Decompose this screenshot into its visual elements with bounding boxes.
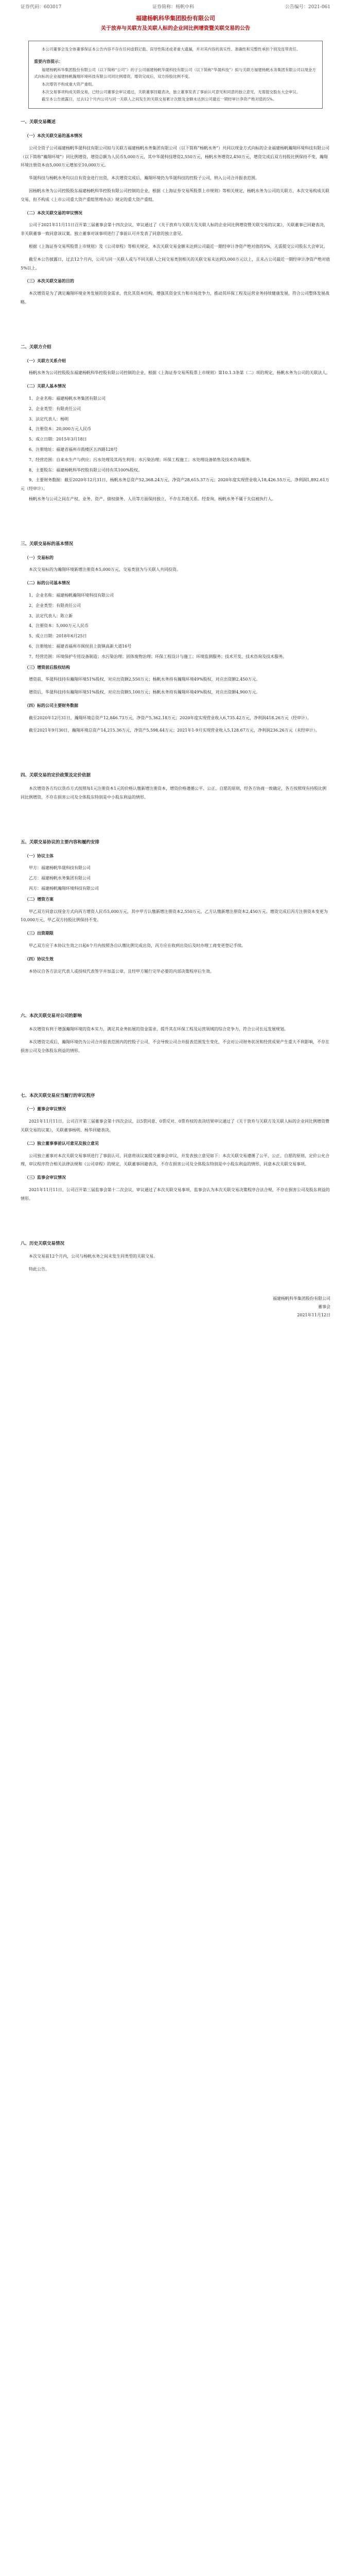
- subsection-heading: （一）关联方关系介绍: [25, 358, 66, 363]
- subsection-heading: （二）本次关联交易的审议情况: [25, 210, 82, 215]
- paragraph: 截至本公告披露日，过去12个月内，公司与同一关联人或与不同关联人之间交易类别相关的关联交易未达到3,000万元以上，且未占公司最近一期经审计净资产绝对值5%以上。: [21, 257, 330, 270]
- paragraph: 本次增资各方均以货币方式按照每1元注册资本1元的价格认缴新增注册资本，增资价格遵循公平、公正、自愿的原则，经各方协商一致确定，各方按照现有持股比例同比例增资，不存在损害公司及全体股东特别是中小股东利益的情形。: [21, 786, 327, 800]
- list-item: 6、注册地址：福建省福州市闽侯县上街镇高新大道16号: [29, 643, 132, 649]
- paragraph: 2021年11月11日，公司召开第三届董事会第十四次会议，以5票同意、0票反对、0票弃权的表决结果审议通过了《关于放弃与关联方及关联人标的企业同比例增资暨关联交易的议案》，关联董事杨明、杨华回避表决。: [21, 1119, 329, 1132]
- subsection-heading: （一）协议主体: [25, 853, 54, 858]
- list-item: 7、经营范围：自来水生产与供应；污水处理及其再生利用；水污染治理；环保工程施工；水处理设备销售及技术咨询服务。: [29, 457, 254, 462]
- paragraph: 根据《上海证券交易所股票上市规则》及《公司章程》等相关规定，本次关联交易金额未达到公司最近一期经审计净资产绝对值的5%，无需提交公司股东大会审议。: [29, 244, 328, 249]
- list-item: 甲方：福建杨帆华晟科技有限公司: [29, 866, 91, 871]
- subsection-heading: （二）标的公司基本情况: [25, 580, 70, 586]
- section: [21, 1012, 330, 1055]
- signature-company: 福建杨帆科华集团股份有限公司: [273, 1296, 330, 1301]
- list-item: 3、法定代表人：杨明: [29, 416, 69, 421]
- list-item: 1、企业名称：福建杨帆水务集团有限公司: [29, 396, 106, 401]
- subsection-heading: （三）出资期限: [25, 930, 54, 936]
- subsection-heading: （四）标的公司主要财务数据: [25, 702, 78, 708]
- section-heading: 七、本次关联交易应当履行的审议程序: [21, 1093, 95, 1098]
- section: [21, 1240, 330, 1262]
- paragraph: 增资前，华晟科技持有瀚翔环境51%股权，对应出资额2,550万元；杨帆水务持有瀚翔环境49%股权，对应出资额2,450万元。: [29, 677, 260, 682]
- paragraph: 本次交易标的为瀚翔环境新增注册资本5,000万元，交易类别为与关联人共同投资。: [29, 567, 181, 572]
- section-heading: 八、历史关联交易情况: [21, 1241, 65, 1246]
- disclaimer-text: 本公司董事会及全体董事保证本公告内容不存在任何虚假记载、误导性陈述或者重大遗漏，并对其内容的真实性、准确性和完整性承担个别及连带责任。: [42, 47, 301, 52]
- section-heading: 三、关联交易标的基本情况: [21, 541, 74, 547]
- paragraph: 本次增资有利于增强瀚翔环境的资本实力，满足其业务拓展的资金需求，提升其在环保工程及运营领域的综合竞争力，符合公司长远发展规划。: [29, 1027, 288, 1032]
- list-item: 4、注册资本：20,000万元人民币: [29, 427, 92, 432]
- disclaimer-box: [28, 41, 323, 109]
- stock-abbr: 证券简称：杨帆中科: [152, 5, 195, 10]
- list-item: 6、注册地址：福建省福州市鼓楼区五四路128号: [29, 447, 118, 452]
- announcement-title: 关于放弃与关联方及关联人标的企业同比例增资暨关联交易的公告: [101, 26, 250, 31]
- header-bar: [21, 0, 330, 10]
- section: [21, 343, 330, 504]
- section: [21, 540, 330, 736]
- announcement-number: 公告编号：2021-061: [285, 5, 330, 10]
- subsection-heading: （四）协议生效: [25, 956, 54, 961]
- paragraph: 本次交易前12个月内，公司与杨帆水务之间未发生同类型的关联交易。: [29, 1254, 158, 1259]
- paragraph: 本次增资完成后，瀚翔环境仍为公司合并报表范围内的控股子公司，不会导致公司合并报表范围发生变化，不会对公司财务状况和经营成果产生重大不利影响，不存在损害公司及全体股东利益的情形。: [21, 1039, 329, 1053]
- paragraph: 甲乙双方同意以现金方式向丙方增资人民币5,000万元，其中甲方认缴新增注册资本2,550万元，乙方认缴新增注册资本2,450万元。增资完成后丙方注册资本变更为10,000万元，甲乙双方持股比例保持不变。: [21, 909, 328, 923]
- important-title: 重要内容提示：: [34, 58, 63, 64]
- section: [21, 771, 330, 802]
- list-item: 9、主要财务数据：截至2020年12月31日，杨帆水务总资产52,368.24万元，净资产28,615.37万元；2020年度实现营业收入18,426.55万元，净利润1,892.61万元（经审计）。: [21, 478, 329, 492]
- list-item: 2、企业类型：有限责任公司: [29, 406, 81, 411]
- section-heading: 一、关联交易概述: [21, 120, 56, 125]
- subsection-heading: （三）监事会审议情况: [25, 1175, 66, 1180]
- list-item: 2、企业类型：有限责任公司: [29, 603, 81, 608]
- paragraph: 公司全资子公司福建杨帆华晟科技有限公司拟与关联方福建杨帆水务集团有限公司（以下简称“杨帆水务”）共同以现金方式向标的企业福建杨帆瀚翔环境科技有限公司（以下简称“瀚翔环境”）同比例增资，增资总额为人民币5,000万元，其中华晟科技增资2,550万元，杨帆水务增资2,450万元，增资完成后双方持股比例保持不变，瀚翔环境注册资本由5,000万元增加至10,000万元。: [21, 145, 330, 168]
- signature-block: [21, 1295, 330, 1319]
- list-item: 3、法定代表人：陈立新: [29, 613, 73, 618]
- announcement-body: [21, 118, 330, 1261]
- subsection-heading: （三）增资前后股权结构: [25, 664, 70, 670]
- closing-text: 特此公告。: [29, 1267, 49, 1272]
- list-item: 丙方：福建杨帆瀚翔环境科技有限公司: [29, 886, 99, 891]
- closing-block: [21, 1265, 330, 1274]
- list-item: 乙方：福建杨帆水务集团有限公司: [29, 876, 91, 881]
- important-item: 福建杨帆科华集团股份有限公司（以下简称“公司”）的子公司福建杨帆华晟科技有限公司（以下简称“华晟科技”）拟与关联方福建杨帆水务集团有限公司以现金方式向标的企业福建杨帆瀚翔环境科技有限公司同比例增资，增资完成后，双方持股比例不变。: [34, 67, 316, 79]
- subsection-heading: （二）独立董事事前认可意见及独立意见: [25, 1140, 99, 1146]
- section: [21, 1092, 330, 1204]
- paragraph: 华晟科技与杨帆水务均以自有资金进行出资，本次增资完成后，瀚翔环境仍为华晟科技的控股子公司，纳入公司合并报表范围。: [29, 176, 259, 181]
- paragraph: 公司于2021年11月11日召开第三届董事会第十四次会议，审议通过了《关于放弃与关联方及关联人标的企业同比例增资暨关联交易的议案》，关联董事已回避表决，非关联董事一致同意该议案。独立董事对该事项进行了事前认可并发表了同意的独立意见。: [21, 223, 328, 236]
- subsection-heading: （一）交易标的: [25, 554, 54, 560]
- list-item: 5、成立日期：2015年3月18日: [29, 437, 87, 442]
- signature-board: 董事会: [318, 1304, 330, 1310]
- subsection-heading: （一）董事会审议情况: [25, 1106, 66, 1112]
- company-name: 福建杨帆科华集团股份有限公司: [136, 15, 215, 22]
- section-heading: 五、关联交易协议的主要内容和履约安排: [21, 839, 100, 845]
- important-item: 本次交易事项构成关联交易，已经公司董事会审议通过，关联董事回避表决，独立董事发表了事前认可意见和同意的独立意见，无需提交股东大会审议。: [42, 89, 301, 94]
- section-heading: 六、本次关联交易对公司的影响: [21, 1013, 82, 1019]
- paragraph: 公司独立董事对本次关联交易事项进行了事前认可，同意将该议案提交董事会审议，并发表独立意见如下：本次关联交易遵循了公平、公正、自愿的原则，定价公允合理，审议程序符合相关法律法规和《公司章程》的规定，关联董事回避表决，不存在损害公司及全体股东特别是中小股东利益的情形，同意本次关联交易事项。: [21, 1153, 329, 1167]
- paragraph: 本次增资是为了满足瀚翔环境业务发展的资金需求，优化其资本结构，增强其资金实力和市场竞争力，推动其环保工程及运营业务持续健康发展，符合公司整体发展战略。: [21, 291, 329, 304]
- subsection-heading: （二）增资方案: [25, 896, 54, 902]
- paragraph: 杨帆水务为公司控股股东福建杨帆科华控股有限公司控制的企业，根据《上海证券交易所股票上市规则》第10.1.3条第（二）项的规定，杨帆水务为公司的关联法人。: [29, 370, 330, 376]
- subsection-heading: （三）本次关联交易的目的: [25, 278, 74, 284]
- section-heading: 二、关联方介绍: [21, 344, 51, 350]
- section: [21, 118, 330, 307]
- important-list: [34, 67, 317, 103]
- paragraph: 增资后，华晟科技持有瀚翔环境51%股权，对应出资额5,100万元；杨帆水务持有瀚翔环境49%股权，对应出资额4,900万元。: [29, 690, 260, 695]
- paragraph: 2021年11月11日，公司召开第三届监事会第十二次会议，审议通过了本次关联交易事项，监事会认为本次关联交易决策程序合法合规，不存在损害公司及股东利益的情形。: [21, 1187, 330, 1201]
- important-item: 截至本公告披露日，过去12个月内公司与同一关联人之间发生的关联交易累计次数及金额未达到公司最近一期经审计净资产绝对值的5%。: [42, 97, 277, 102]
- paragraph: 因杨帆水务为公司控股股东福建杨帆科华控股有限公司控制的企业，根据《上海证券交易所股票上市规则》等相关规定，杨帆水务为公司的关联方，本次交易构成关联交易，但不构成《上市公司重大资产重组管理办法》规定的重大资产重组。: [21, 188, 329, 202]
- subsection-heading: （一）本次关联交易的基本情况: [25, 132, 82, 138]
- paragraph: 甲乙双方应于本协议生效之日起6个月内按照各自认缴比例完成出资，丙方应在收到出资后及时办理工商变更登记手续。: [29, 943, 246, 948]
- paragraph: 杨帆水务与公司之间在产权、业务、资产、债权债务、人员等方面保持独立，不存在其他关系。经查询，杨帆水务不属于失信被执行人。: [29, 496, 276, 501]
- list-item: 7、经营范围：环境保护专用设备制造；水污染治理；固体废物治理；环保工程设计与施工；环境监测服务；技术开发、技术咨询及技术服务。: [29, 654, 287, 659]
- list-item: 4、注册资本：5,000万元人民币: [29, 623, 89, 629]
- important-item: 本次增资不构成重大资产重组。: [42, 81, 96, 87]
- stock-code: 证券代码：603017: [21, 5, 62, 10]
- list-item: 1、企业名称：福建杨帆瀚翔环境科技有限公司: [29, 592, 114, 598]
- paragraph: 截至2021年9月30日，瀚翔环境总资产14,215.36万元，净资产5,598.44万元；2021年1-9月实现营业收入5,128.67万元，净利润236.26万元（未经审计）。: [29, 728, 320, 733]
- subsection-heading: （二）关联人基本情况: [25, 383, 66, 389]
- list-item: 8、主要股东：福建杨帆科华控股有限公司持有其100%股权。: [29, 467, 142, 472]
- signature-date: 2021年11月12日: [297, 1313, 330, 1318]
- section: [21, 838, 330, 976]
- list-item: 5、成立日期：2018年6月25日: [29, 634, 87, 639]
- paragraph: 本协议自各方法定代表人或授权代表签字并加盖公章，且经甲方履行完毕必要的内部决策程序后生效。: [29, 969, 214, 974]
- paragraph: 截至2020年12月31日，瀚翔环境总资产12,846.73万元，净资产5,362.18万元；2020年度实现营业收入6,735.42万元，净利润418.26万元（经审计）。: [29, 715, 312, 720]
- section-heading: 四、关联交易的定价政策及定价依据: [21, 773, 91, 778]
